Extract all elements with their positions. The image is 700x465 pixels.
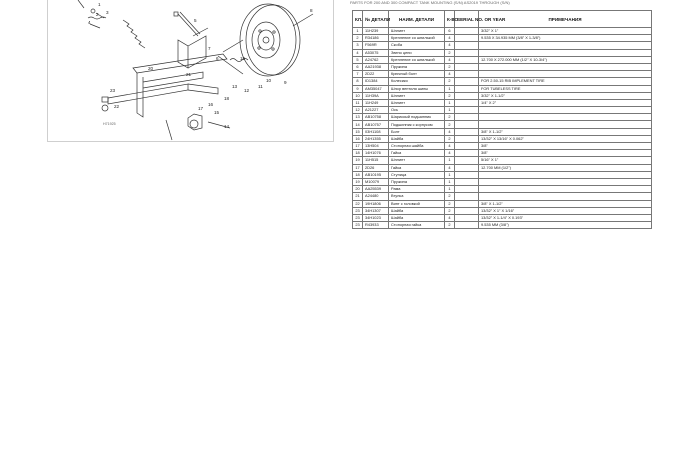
cell-key-number: 3	[353, 42, 363, 49]
callout-14: 14	[224, 124, 230, 129]
callout-1: 1	[98, 2, 101, 7]
callout-17: 17	[198, 106, 204, 111]
cell-part-name: Пружина	[389, 178, 445, 185]
cell-part-name: Рама	[389, 186, 445, 193]
callout-12: 12	[244, 88, 250, 93]
cell-remarks: 5/16" X 1"	[479, 157, 652, 164]
callout-22: 22	[114, 104, 120, 109]
cell-serial	[455, 143, 479, 150]
cell-part-name: Гайка	[389, 164, 445, 171]
cell-serial	[455, 99, 479, 106]
cell-quantity: 4	[445, 42, 455, 49]
cell-key-number: 21	[353, 193, 363, 200]
cell-remarks	[479, 71, 652, 78]
cell-part-number: 11H249	[363, 99, 389, 106]
table-row	[353, 56, 652, 63]
cell-part-name: Винт с головкой	[389, 200, 445, 207]
cell-serial	[455, 85, 479, 92]
exploded-parts-diagram	[47, 0, 334, 142]
cell-remarks: 3/8"	[479, 150, 652, 157]
cell-key-number: 20	[353, 186, 363, 193]
cell-serial	[455, 42, 479, 49]
cell-quantity: 4	[445, 143, 455, 150]
cell-quantity: 2	[445, 135, 455, 142]
header-serial: SERIAL NO. OR YEAR	[455, 11, 479, 28]
cell-quantity: 2	[445, 222, 455, 229]
cell-quantity: 1	[445, 107, 455, 114]
cell-key-number: 15	[353, 128, 363, 135]
table-row	[353, 135, 652, 142]
cell-part-number: 19H1806	[363, 200, 389, 207]
table-row	[353, 114, 652, 121]
cell-serial	[455, 114, 479, 121]
cell-part-name: Крючный болт	[389, 71, 445, 78]
cell-part-number: M10079	[363, 178, 389, 185]
header-quantity: К-ВО	[445, 11, 455, 28]
cell-quantity: 2	[445, 121, 455, 128]
cell-part-number: 03H1108	[363, 128, 389, 135]
cell-part-name: Втулка	[389, 193, 445, 200]
cell-part-name: Звено цепи	[389, 49, 445, 56]
cell-key-number: 2	[353, 35, 363, 42]
cell-remarks: 3/32" X 1-1/2"	[479, 92, 652, 99]
table-row	[353, 128, 652, 135]
cell-remarks	[479, 121, 652, 128]
cell-part-number: AA21938	[363, 63, 389, 70]
cell-serial	[455, 121, 479, 128]
cell-remarks: 12.700 X 272.000 MM (1/2" X 10-3/4")	[479, 56, 652, 63]
cell-remarks: FOR TUBELESS TIRE	[479, 85, 652, 92]
cell-key-number: 1	[353, 28, 363, 35]
cell-key-number: 23	[353, 214, 363, 221]
cell-serial	[455, 200, 479, 207]
cell-remarks	[479, 63, 652, 70]
cell-part-name: Шплинт	[389, 99, 445, 106]
cell-part-number: AM35047	[363, 85, 389, 92]
callout-5: 5	[194, 18, 197, 23]
cell-remarks: 12.700 MM (1/2")	[479, 164, 652, 171]
cell-quantity: 2	[445, 63, 455, 70]
callout-23: 23	[110, 88, 116, 93]
table-row	[353, 42, 652, 49]
cell-quantity: 6	[445, 28, 455, 35]
figure-code: H71925	[103, 122, 116, 126]
cell-quantity: 4	[445, 164, 455, 171]
cell-part-name: Ступица	[389, 171, 445, 178]
cell-remarks: 3/8" X 1-1/2"	[479, 200, 652, 207]
cell-part-name: Шплинт	[389, 157, 445, 164]
callout-2: 2	[96, 12, 99, 17]
cell-serial	[455, 56, 479, 63]
cell-key-number: 17	[353, 164, 363, 171]
cell-part-name: Ось	[389, 107, 445, 114]
cell-part-name: Шайба	[389, 135, 445, 142]
cell-remarks	[479, 42, 652, 49]
table-row	[353, 193, 652, 200]
cell-key-number: 7	[353, 71, 363, 78]
cell-quantity: 4	[445, 150, 455, 157]
cell-remarks	[479, 186, 652, 193]
callout-16: 16	[208, 102, 214, 107]
cell-serial	[455, 63, 479, 70]
cell-serial	[455, 107, 479, 114]
cell-part-number: 13H504	[363, 143, 389, 150]
page-header-line: PARTS FOR 200 AND 300 COMPACT TANK MOUNTING (S/N) AS2019 THROUGH (S/N)	[350, 0, 510, 5]
table-row	[353, 171, 652, 178]
parts-table-body	[353, 28, 652, 229]
table-row	[353, 71, 652, 78]
cell-part-number: A24480	[363, 193, 389, 200]
cell-part-name: Шпор вентиля шины	[389, 85, 445, 92]
cell-remarks: 9.535 X 34.935 MM (3/8" X 1-3/8")	[479, 35, 652, 42]
parts-table-head	[353, 11, 652, 28]
cell-part-name: Скоба	[389, 42, 445, 49]
table-row	[353, 28, 652, 35]
callout-6: 6	[216, 56, 219, 61]
cell-key-number: 11	[353, 99, 363, 106]
cell-serial	[455, 178, 479, 185]
table-row	[353, 85, 652, 92]
cell-part-name: Подшипник с корпусом	[389, 121, 445, 128]
table-row	[353, 186, 652, 193]
cell-key-number: 12	[353, 107, 363, 114]
cell-remarks: 3/8" X 1-1/2"	[479, 128, 652, 135]
cell-part-number: AB10195	[363, 171, 389, 178]
table-row	[353, 92, 652, 99]
cell-key-number: 16	[353, 135, 363, 142]
table-row	[353, 150, 652, 157]
cell-quantity: 1	[445, 186, 455, 193]
cell-part-number: 11H515	[363, 157, 389, 164]
table-row	[353, 99, 652, 106]
cell-part-number: AB10757	[363, 121, 389, 128]
cell-serial	[455, 214, 479, 221]
table-row	[353, 63, 652, 70]
callout-7: 7	[208, 46, 211, 51]
header-key-number: КЛ.	[353, 11, 363, 28]
cell-quantity: 4	[445, 56, 455, 63]
table-row	[353, 200, 652, 207]
cell-part-name: Шарикоый подшипник	[389, 114, 445, 121]
cell-key-number: 8	[353, 78, 363, 85]
cell-serial	[455, 49, 479, 56]
callout-9: 9	[284, 80, 287, 85]
cell-key-number: 22	[353, 200, 363, 207]
cell-serial	[455, 35, 479, 42]
cell-part-number: 34H1307	[363, 207, 389, 214]
cell-part-number: R34186	[363, 35, 389, 42]
cell-key-number: 5	[353, 56, 363, 63]
callout-19: 19	[240, 56, 246, 61]
callout-18: 18	[224, 96, 230, 101]
cell-remarks: 9.535 MM (3/8")	[479, 222, 652, 229]
cell-serial	[455, 222, 479, 229]
cell-part-name: Крепление со шпилькой	[389, 35, 445, 42]
cell-part-number: F569R	[363, 42, 389, 49]
cell-remarks: 13/32" X 13/16" X 0.062"	[479, 135, 652, 142]
cell-key-number: 19	[353, 178, 363, 185]
callout-3: 3	[106, 10, 109, 15]
cell-remarks	[479, 193, 652, 200]
cell-part-number: 2D26	[363, 164, 389, 171]
parts-table	[352, 10, 652, 229]
header-part-name: НАИМ. ДЕТАЛИ	[389, 11, 445, 28]
diagram-svg	[48, 0, 333, 141]
cell-quantity: 1	[445, 171, 455, 178]
cell-serial	[455, 28, 479, 35]
cell-remarks: 1/4" X 2"	[479, 99, 652, 106]
cell-part-number: 11H239	[363, 28, 389, 35]
cell-quantity: 4	[445, 214, 455, 221]
cell-key-number: 14	[353, 121, 363, 128]
cell-remarks: 13/32" X 1" X 1/16"	[479, 207, 652, 214]
table-row	[353, 121, 652, 128]
callout-21: 21	[186, 72, 192, 77]
cell-part-name: Гайка	[389, 150, 445, 157]
cell-remarks: 13/32" X 1-1/4" X 0.193"	[479, 214, 652, 221]
table-row	[353, 164, 652, 171]
cell-quantity: 2	[445, 193, 455, 200]
cell-serial	[455, 135, 479, 142]
cell-part-name: Стопорная гайка	[389, 222, 445, 229]
cell-serial	[455, 92, 479, 99]
table-row	[353, 214, 652, 221]
table-row	[353, 178, 652, 185]
cell-remarks	[479, 114, 652, 121]
table-row	[353, 78, 652, 85]
cell-part-number: A53075	[363, 49, 389, 56]
cell-quantity: 2	[445, 207, 455, 214]
cell-part-number: A21227	[363, 107, 389, 114]
cell-part-number: 11H39A	[363, 92, 389, 99]
cell-serial	[455, 164, 479, 171]
cell-part-number: 34H1023	[363, 214, 389, 221]
cell-part-name: Шплинт	[389, 92, 445, 99]
table-row	[353, 207, 652, 214]
cell-key-number: 9	[353, 85, 363, 92]
cell-key-number: 23	[353, 207, 363, 214]
cell-remarks	[479, 171, 652, 178]
header-row	[353, 11, 652, 28]
cell-part-number: 14H1076	[363, 150, 389, 157]
cell-quantity: 1	[445, 178, 455, 185]
header-part-number: № ДЕТАЛИ	[363, 11, 389, 28]
cell-part-number: A24762	[363, 56, 389, 63]
cell-remarks	[479, 49, 652, 56]
cell-quantity: 2	[445, 92, 455, 99]
cell-part-name: Шайба	[389, 214, 445, 221]
parts-table-container	[352, 10, 651, 229]
cell-quantity: 2	[445, 114, 455, 121]
cell-part-number: AA25539	[363, 186, 389, 193]
cell-serial	[455, 78, 479, 85]
callout-10: 10	[266, 78, 272, 83]
cell-serial	[455, 71, 479, 78]
cell-part-number: 24H1355	[363, 135, 389, 142]
callout-15: 15	[214, 110, 220, 115]
cell-part-number: 2D22	[363, 71, 389, 78]
cell-key-number: 6	[353, 63, 363, 70]
cell-serial	[455, 193, 479, 200]
cell-quantity: 2	[445, 78, 455, 85]
cell-key-number: 17	[353, 143, 363, 150]
cell-serial	[455, 128, 479, 135]
cell-key-number: 10	[353, 92, 363, 99]
cell-quantity: 4	[445, 128, 455, 135]
cell-quantity: 4	[445, 71, 455, 78]
cell-part-name: Шайба	[389, 207, 445, 214]
cell-serial	[455, 207, 479, 214]
callout-13: 13	[232, 84, 238, 89]
cell-key-number: 23	[353, 222, 363, 229]
callout-20: 20	[148, 66, 154, 71]
cell-quantity: 1	[445, 85, 455, 92]
cell-serial	[455, 150, 479, 157]
cell-part-name: Шплинт	[389, 28, 445, 35]
cell-remarks	[479, 178, 652, 185]
cell-quantity: 2	[445, 200, 455, 207]
cell-serial	[455, 186, 479, 193]
cell-key-number: 18	[353, 150, 363, 157]
cell-part-number: ID1384	[363, 78, 389, 85]
diagram-callouts	[88, 2, 313, 129]
cell-quantity: 4	[445, 35, 455, 42]
cell-part-name: Болт	[389, 128, 445, 135]
cell-remarks	[479, 107, 652, 114]
cell-key-number: 13	[353, 114, 363, 121]
table-row	[353, 107, 652, 114]
cell-serial	[455, 157, 479, 164]
table-row	[353, 35, 652, 42]
callout-4: 4	[88, 20, 91, 25]
cell-part-number: AB10758	[363, 114, 389, 121]
table-row	[353, 49, 652, 56]
cell-remarks: 3/32" X 1"	[479, 28, 652, 35]
cell-quantity: 1	[445, 99, 455, 106]
cell-part-name: Пружина	[389, 63, 445, 70]
cell-part-number: R43933	[363, 222, 389, 229]
callout-11: 11	[258, 84, 263, 89]
table-row	[353, 143, 652, 150]
cell-remarks: 3/8"	[479, 143, 652, 150]
cell-part-name: Стопорная шайба	[389, 143, 445, 150]
cell-key-number: 4	[353, 49, 363, 56]
callout-8: 8	[310, 8, 313, 13]
cell-quantity: 1	[445, 157, 455, 164]
cell-remarks: FOR 2.50-15 RIB IMPLEMENT TIRE	[479, 78, 652, 85]
cell-part-name: Крепление со шпилькой	[389, 56, 445, 63]
table-row	[353, 222, 652, 229]
cell-key-number: 18	[353, 171, 363, 178]
cell-quantity: 2	[445, 49, 455, 56]
cell-part-name: Колесико	[389, 78, 445, 85]
cell-serial	[455, 171, 479, 178]
header-remarks: ПРИМЕЧАНИЯ	[479, 11, 652, 28]
table-row	[353, 157, 652, 164]
cell-key-number: 19	[353, 157, 363, 164]
